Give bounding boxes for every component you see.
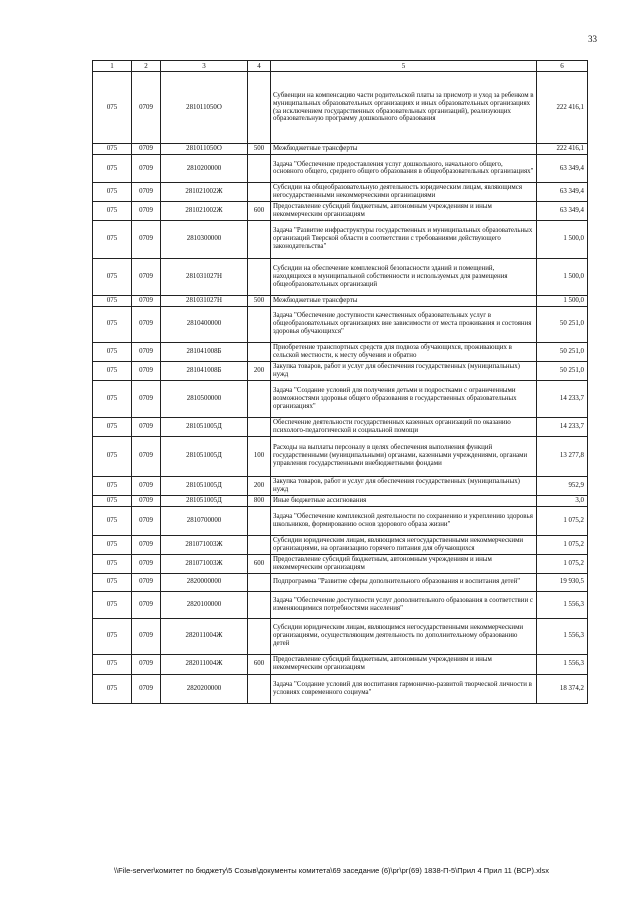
table-row [93,654,588,674]
description-cell: Подпрограмма "Развитие сферы дополнительного образования и воспитания детей" [271,573,537,591]
description-cell: Межбюджетные трансферты [271,144,537,155]
section-code-cell: 0709 [132,654,161,674]
admin-code-cell: 075 [93,554,132,573]
description-cell: Предоставление субсидий бюджетным, автономным учреждениям и иным некоммерческим организациям [271,654,537,674]
column-header: 4 [248,61,271,72]
section-code-cell: 0709 [132,674,161,703]
section-code-cell: 0709 [132,618,161,654]
admin-code-cell: 075 [93,258,132,295]
expense-type-cell [248,380,271,417]
section-code-cell: 0709 [132,554,161,573]
amount-cell: 1 556,3 [537,591,588,618]
target-code-cell: 281071003Ж [161,535,248,554]
amount-cell: 63 349,4 [537,201,588,220]
section-code-cell: 0709 [132,380,161,417]
table-row [93,154,588,182]
target-code-cell: 2810400000 [161,306,248,342]
admin-code-cell: 075 [93,654,132,674]
amount-cell: 18 374,2 [537,674,588,703]
description-cell: Иные бюджетные ассигнования [271,495,537,506]
table-body [93,72,588,704]
table-row [93,361,588,380]
amount-cell: 1 075,2 [537,535,588,554]
section-code-cell: 0709 [132,154,161,182]
admin-code-cell: 075 [93,72,132,144]
section-code-cell: 0709 [132,573,161,591]
target-code-cell: 281031027Н [161,295,248,306]
column-header: 1 [93,61,132,72]
section-code-cell: 0709 [132,535,161,554]
description-cell: Межбюджетные трансферты [271,295,537,306]
table-row [93,591,588,618]
description-cell: Задача "Создание условий для воспитания гармонично-развитой творческой личности в условиях современного социума" [271,674,537,703]
table-row [93,342,588,361]
description-cell: Закупка товаров, работ и услуг для обеспечения государственных (муниципальных) нужд [271,361,537,380]
expense-type-cell: 600 [248,201,271,220]
amount-cell: 50 251,0 [537,361,588,380]
target-code-cell: 281071003Ж [161,554,248,573]
section-code-cell: 0709 [132,295,161,306]
column-header: 6 [537,61,588,72]
table-row [93,72,588,144]
table-row [93,476,588,495]
admin-code-cell: 075 [93,436,132,476]
section-code-cell: 0709 [132,436,161,476]
section-code-cell: 0709 [132,72,161,144]
amount-cell: 1 556,3 [537,618,588,654]
expense-type-cell [248,342,271,361]
table-row [93,495,588,506]
amount-cell: 1 500,0 [537,220,588,258]
amount-cell: 50 251,0 [537,342,588,361]
table-row [93,506,588,535]
table-row [93,182,588,201]
expense-type-cell [248,591,271,618]
amount-cell: 1 075,2 [537,506,588,535]
target-code-cell: 282011004Ж [161,654,248,674]
table-row [93,554,588,573]
amount-cell: 222 416,1 [537,144,588,155]
table-row [93,201,588,220]
column-header: 5 [271,61,537,72]
expense-type-cell [248,506,271,535]
admin-code-cell: 075 [93,201,132,220]
description-cell: Задача "Развитие инфраструктуры государственных и муниципальных образовательных организаций Тверской области в соответствии с требованиями действующего законодательства" [271,220,537,258]
target-code-cell: 281031027Н [161,258,248,295]
target-code-cell: 2810300000 [161,220,248,258]
target-code-cell: 2810200000 [161,154,248,182]
amount-cell: 19 930,5 [537,573,588,591]
amount-cell: 14 233,7 [537,380,588,417]
description-cell: Субвенции на компенсацию части родительской платы за присмотр и уход за ребенком в муниципальных образовательных организациях и иных образовательных организациях (за исключением государственных образовательных организаций), реализующих образовательную программу дошкольного образования [271,72,537,144]
target-code-cell: 2810700000 [161,506,248,535]
description-cell: Задача "Обеспечение предоставления услуг дошкольного, начального общего, основного общего, среднего общего образования в общеобразовательных организациях" [271,154,537,182]
table-row [93,220,588,258]
description-cell: Обеспечение деятельности государственных казенных организаций по оказанию психолого-педагогической и социальной помощи [271,417,537,436]
table-row [93,674,588,703]
section-code-cell: 0709 [132,201,161,220]
section-code-cell: 0709 [132,506,161,535]
amount-cell: 1 556,3 [537,654,588,674]
expense-type-cell: 200 [248,476,271,495]
section-code-cell: 0709 [132,258,161,295]
expense-type-cell [248,182,271,201]
description-cell: Субсидии юридическим лицам, являющимся негосударственными некоммерческими организациями, осуществляющим деятельность по дополнительному образованию детей [271,618,537,654]
description-cell: Предоставление субсидий бюджетным, автономным учреждениям и иным некоммерческим организациям [271,201,537,220]
description-cell: Задача "Создание условий для получения детьми и подростками с ограниченными возможностями здоровья общего образования в государственных образовательных организациях" [271,380,537,417]
target-code-cell: 281051005Д [161,436,248,476]
description-cell: Приобретение транспортных средств для подвоза обучающихся, проживающих в сельской местности, к месту обучения и обратно [271,342,537,361]
expense-type-cell [248,674,271,703]
expense-type-cell: 200 [248,361,271,380]
expense-type-cell [248,417,271,436]
admin-code-cell: 075 [93,380,132,417]
budget-table [92,60,588,704]
admin-code-cell: 075 [93,306,132,342]
amount-cell: 952,9 [537,476,588,495]
amount-cell: 3,0 [537,495,588,506]
description-cell: Задача "Обеспечение доступности услуг дополнительного образования в соответствии с изменяющимися потребностями населения" [271,591,537,618]
section-code-cell: 0709 [132,144,161,155]
target-code-cell: 282011004Ж [161,618,248,654]
expense-type-cell: 600 [248,554,271,573]
amount-cell: 222 416,1 [537,72,588,144]
description-cell: Закупка товаров, работ и услуг для обеспечения государственных (муниципальных) нужд [271,476,537,495]
section-code-cell: 0709 [132,495,161,506]
amount-cell: 1 500,0 [537,258,588,295]
expense-type-cell: 800 [248,495,271,506]
description-cell: Субсидии юридическим лицам, являющимся негосударственными некоммерческими организациями, на организацию горячего питания для обучающихся [271,535,537,554]
table-row [93,306,588,342]
description-cell: Субсидии на общеобразовательную деятельность юридическим лицам, являющимся негосударственными некоммерческими организациями [271,182,537,201]
target-code-cell: 281051005Д [161,495,248,506]
admin-code-cell: 075 [93,476,132,495]
target-code-cell: 2810500000 [161,380,248,417]
amount-cell: 63 349,4 [537,154,588,182]
section-code-cell: 0709 [132,417,161,436]
expense-type-cell: 500 [248,144,271,155]
table-row [93,380,588,417]
target-code-cell: 281041008Б [161,361,248,380]
admin-code-cell: 075 [93,144,132,155]
section-code-cell: 0709 [132,476,161,495]
target-code-cell: 281051005Д [161,417,248,436]
admin-code-cell: 075 [93,495,132,506]
description-cell: Предоставление субсидий бюджетным, автономным учреждениям и иным некоммерческим организациям [271,554,537,573]
target-code-cell: 281041008Б [161,342,248,361]
amount-cell: 14 233,7 [537,417,588,436]
admin-code-cell: 075 [93,573,132,591]
amount-cell: 63 349,4 [537,182,588,201]
expense-type-cell [248,573,271,591]
table-row [93,295,588,306]
table-row [93,573,588,591]
section-code-cell: 0709 [132,220,161,258]
expense-type-cell [248,306,271,342]
section-code-cell: 0709 [132,591,161,618]
admin-code-cell: 075 [93,182,132,201]
admin-code-cell: 075 [93,618,132,654]
target-code-cell: 281011050О [161,72,248,144]
expense-type-cell [248,154,271,182]
section-code-cell: 0709 [132,342,161,361]
expense-type-cell [248,72,271,144]
expense-type-cell: 500 [248,295,271,306]
admin-code-cell: 075 [93,342,132,361]
section-code-cell: 0709 [132,182,161,201]
table-header-row [93,61,588,72]
table-row [93,436,588,476]
file-path-footer: \\File-server\комитет по бюджету\5 Созыв\документы комитета\69 заседание (6)\рг\рг(69) 1838-П-5\Прил 4 Прил 11 (ВСР).xlsx [114,866,549,875]
table-row [93,258,588,295]
admin-code-cell: 075 [93,361,132,380]
amount-cell: 1 500,0 [537,295,588,306]
amount-cell: 50 251,0 [537,306,588,342]
amount-cell: 1 075,2 [537,554,588,573]
column-header: 2 [132,61,161,72]
target-code-cell: 281011050О [161,144,248,155]
target-code-cell: 281051005Д [161,476,248,495]
target-code-cell: 2820100000 [161,591,248,618]
amount-cell: 13 277,8 [537,436,588,476]
description-cell: Субсидии на обеспечение комплексной безопасности зданий и помещений, находящихся в муниципальной собственности и используемых для размещения общеобразовательных организаций [271,258,537,295]
page-number: 33 [588,34,597,44]
expense-type-cell [248,258,271,295]
admin-code-cell: 075 [93,674,132,703]
admin-code-cell: 075 [93,154,132,182]
description-cell: Задача "Обеспечение доступности качественных образовательных услуг в общеобразовательных организациях вне зависимости от места проживания и состояния здоровья обучающихся" [271,306,537,342]
description-cell: Задача "Обеспечение комплексной деятельности по сохранению и укреплению здоровья школьников, формированию основ здорового образа жизни" [271,506,537,535]
admin-code-cell: 075 [93,295,132,306]
expense-type-cell: 600 [248,654,271,674]
table-row [93,417,588,436]
target-code-cell: 2820200000 [161,674,248,703]
admin-code-cell: 075 [93,591,132,618]
expense-type-cell [248,535,271,554]
description-cell: Расходы на выплаты персоналу в целях обеспечения выполнения функций государственными (муниципальными) органами, казенными учреждениями, органами управления государственными внебюджетными фондами [271,436,537,476]
target-code-cell: 281021002Ж [161,182,248,201]
admin-code-cell: 075 [93,506,132,535]
column-header: 3 [161,61,248,72]
section-code-cell: 0709 [132,361,161,380]
table-row [93,618,588,654]
table-row [93,535,588,554]
expense-type-cell [248,618,271,654]
admin-code-cell: 075 [93,535,132,554]
table-row [93,144,588,155]
admin-code-cell: 075 [93,417,132,436]
expense-type-cell [248,220,271,258]
admin-code-cell: 075 [93,220,132,258]
section-code-cell: 0709 [132,306,161,342]
target-code-cell: 2820000000 [161,573,248,591]
target-code-cell: 281021002Ж [161,201,248,220]
expense-type-cell: 100 [248,436,271,476]
